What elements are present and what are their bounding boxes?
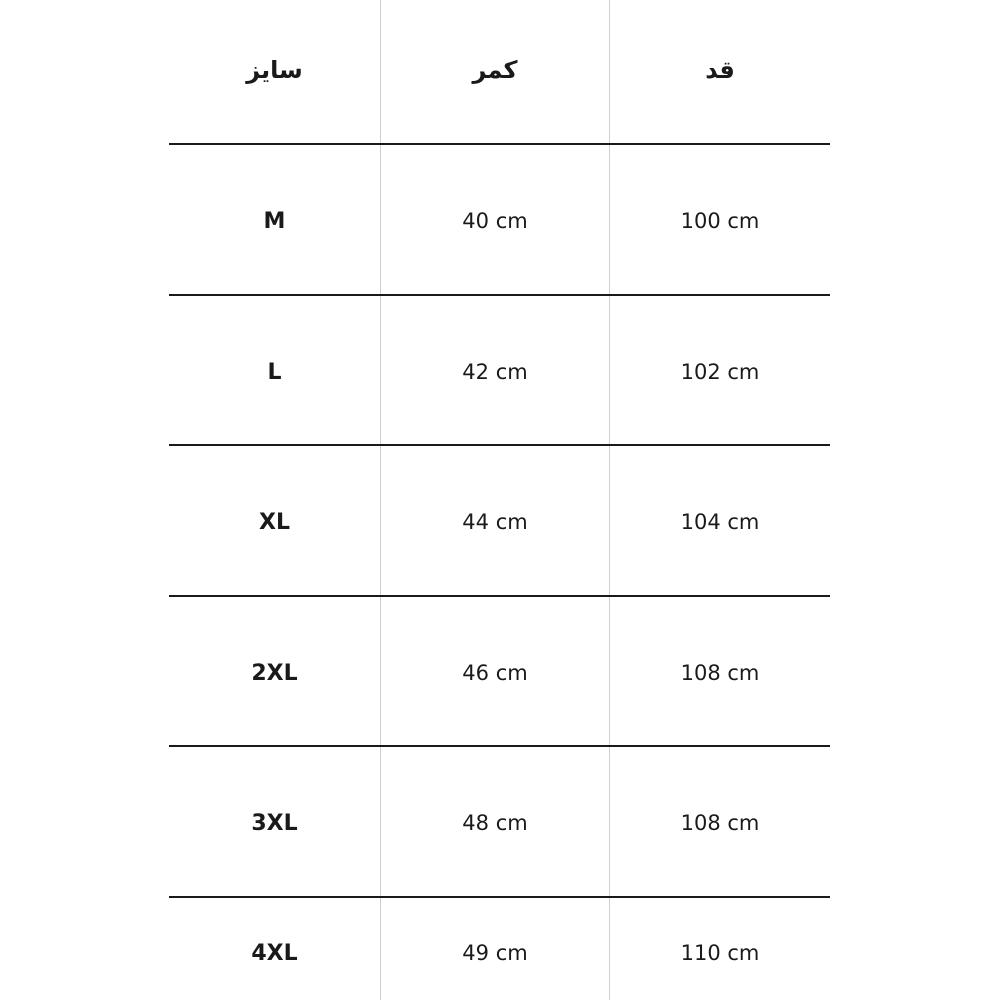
table-cell-waist: 44 cm: [462, 510, 528, 534]
table-cell-length: 102 cm: [680, 360, 760, 384]
table-cell-size: M: [263, 208, 286, 234]
table-cell-waist: 40 cm: [462, 209, 528, 233]
table-cell-size: 4XL: [251, 940, 298, 966]
row-divider: [169, 294, 830, 296]
table-cell-length: 108 cm: [680, 661, 760, 685]
table-cell-waist: 49 cm: [462, 941, 528, 965]
header-length: قد: [705, 56, 735, 84]
table-cell-size: XL: [259, 509, 290, 535]
row-divider: [169, 745, 830, 747]
table-cell-length: 100 cm: [680, 209, 760, 233]
header-size: سایز: [246, 56, 303, 84]
table-cell-waist: 48 cm: [462, 811, 528, 835]
row-divider: [169, 896, 830, 898]
table-cell-length: 104 cm: [680, 510, 760, 534]
table-cell-waist: 42 cm: [462, 360, 528, 384]
row-divider: [169, 143, 830, 145]
table-cell-size: 3XL: [251, 810, 298, 836]
row-divider: [169, 444, 830, 446]
column-divider-size-waist: [380, 0, 381, 1000]
table-cell-waist: 46 cm: [462, 661, 528, 685]
column-divider-waist-length: [609, 0, 610, 1000]
header-waist: کمر: [472, 56, 518, 84]
table-cell-length: 108 cm: [680, 811, 760, 835]
table-cell-size: 2XL: [251, 660, 298, 686]
table-cell-length: 110 cm: [680, 941, 760, 965]
table-cell-size: L: [267, 359, 282, 385]
row-divider: [169, 595, 830, 597]
